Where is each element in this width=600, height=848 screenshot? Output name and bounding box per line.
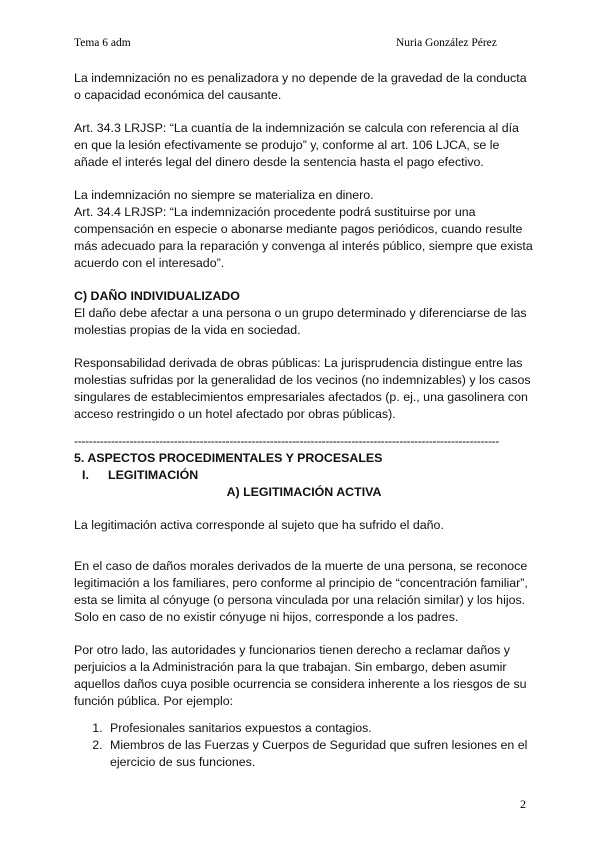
header-left: Tema 6 adm (74, 37, 131, 49)
page-number: 2 (520, 797, 526, 811)
document-body (74, 70, 534, 771)
separator-line: ------------------------------------------------------------------------------------------------------------------- (74, 434, 500, 448)
heading-text: LEGITIMACIÓN (108, 468, 199, 482)
heading-legitimacion-activa: A) LEGITIMACIÓN ACTIVA (226, 485, 382, 499)
paragraph-4: Art. 34.4 LRJSP: “La indemnización procedente podrá sustituirse por una compensación en especie o abonarse mediante pagos periódicos, cuando resulte más adecuado para la reparación y convenga al interés público, siempre que exista acuerdo con el interesado”. (74, 205, 533, 270)
paragraph-9: Por otro lado, las autoridades y funcionarios tienen derecho a reclamar daños y perjuicios a la Administración para la que trabajan. Sin embargo, deben asumir aquellos daños cuya posible ocurrencia se considera inherente a los riesgos de su función pública. Por ejemplo: (74, 643, 527, 708)
paragraph-7: La legitimación activa corresponde al sujeto que ha sufrido el daño. (74, 518, 444, 532)
header-right: Nuria González Pérez (396, 37, 497, 49)
paragraph-1: La indemnización no es penalizadora y no depende de la gravedad de la conducta o capacidad económica del causante. (74, 71, 527, 102)
heading-legitimacion (74, 467, 534, 484)
heading-c: C) DAÑO INDIVIDUALIZADO (74, 289, 240, 303)
paragraph-5: El daño debe afectar a una persona o un grupo determinado y diferenciarse de las molestias propias de la vida en sociedad. (74, 306, 527, 337)
paragraph-6: Responsabilidad derivada de obras públicas: La jurisprudencia distingue entre las molestias sufridas por la generalidad de los vecinos (no indemnizables) y los casos singulares de establecimientos empresariales afectados (p. ej., una gasolinera con acceso restringido o un hotel afectado por obras públicas). (74, 356, 531, 421)
paragraph-3: La indemnización no siempre se materializa en dinero. (74, 188, 374, 202)
list-item: 2. Miembros de las Fuerzas y Cuerpos de Seguridad que sufren lesiones en el ejercicio de sus funciones. (106, 737, 534, 771)
examples-list (74, 720, 534, 771)
paragraph-2: Art. 34.3 LRJSP: “La cuantía de la indemnización se calcula con referencia al día en que la lesión efectivamente se produjo” y, conforme al art. 106 LJCA, se le añade el interés legal del dinero desde la sentencia hasta el pago efectivo. (74, 121, 519, 169)
paragraph-8: En el caso de daños morales derivados de la muerte de una persona, se reconoce legitimación a los familiares, pero conforme al principio de “concentración familiar”, esta se limita al cónyuge (o persona vinculada por una relación similar) y los hijos. Solo en caso de no existir cónyuge ni hijos, corresponde a los padres. (74, 559, 528, 624)
list-item: 1. Profesionales sanitarios expuestos a contagios. (106, 720, 534, 737)
heading-section-5: 5. ASPECTOS PROCEDIMENTALES Y PROCESALES (74, 451, 383, 465)
heading-number: I. (82, 468, 89, 482)
